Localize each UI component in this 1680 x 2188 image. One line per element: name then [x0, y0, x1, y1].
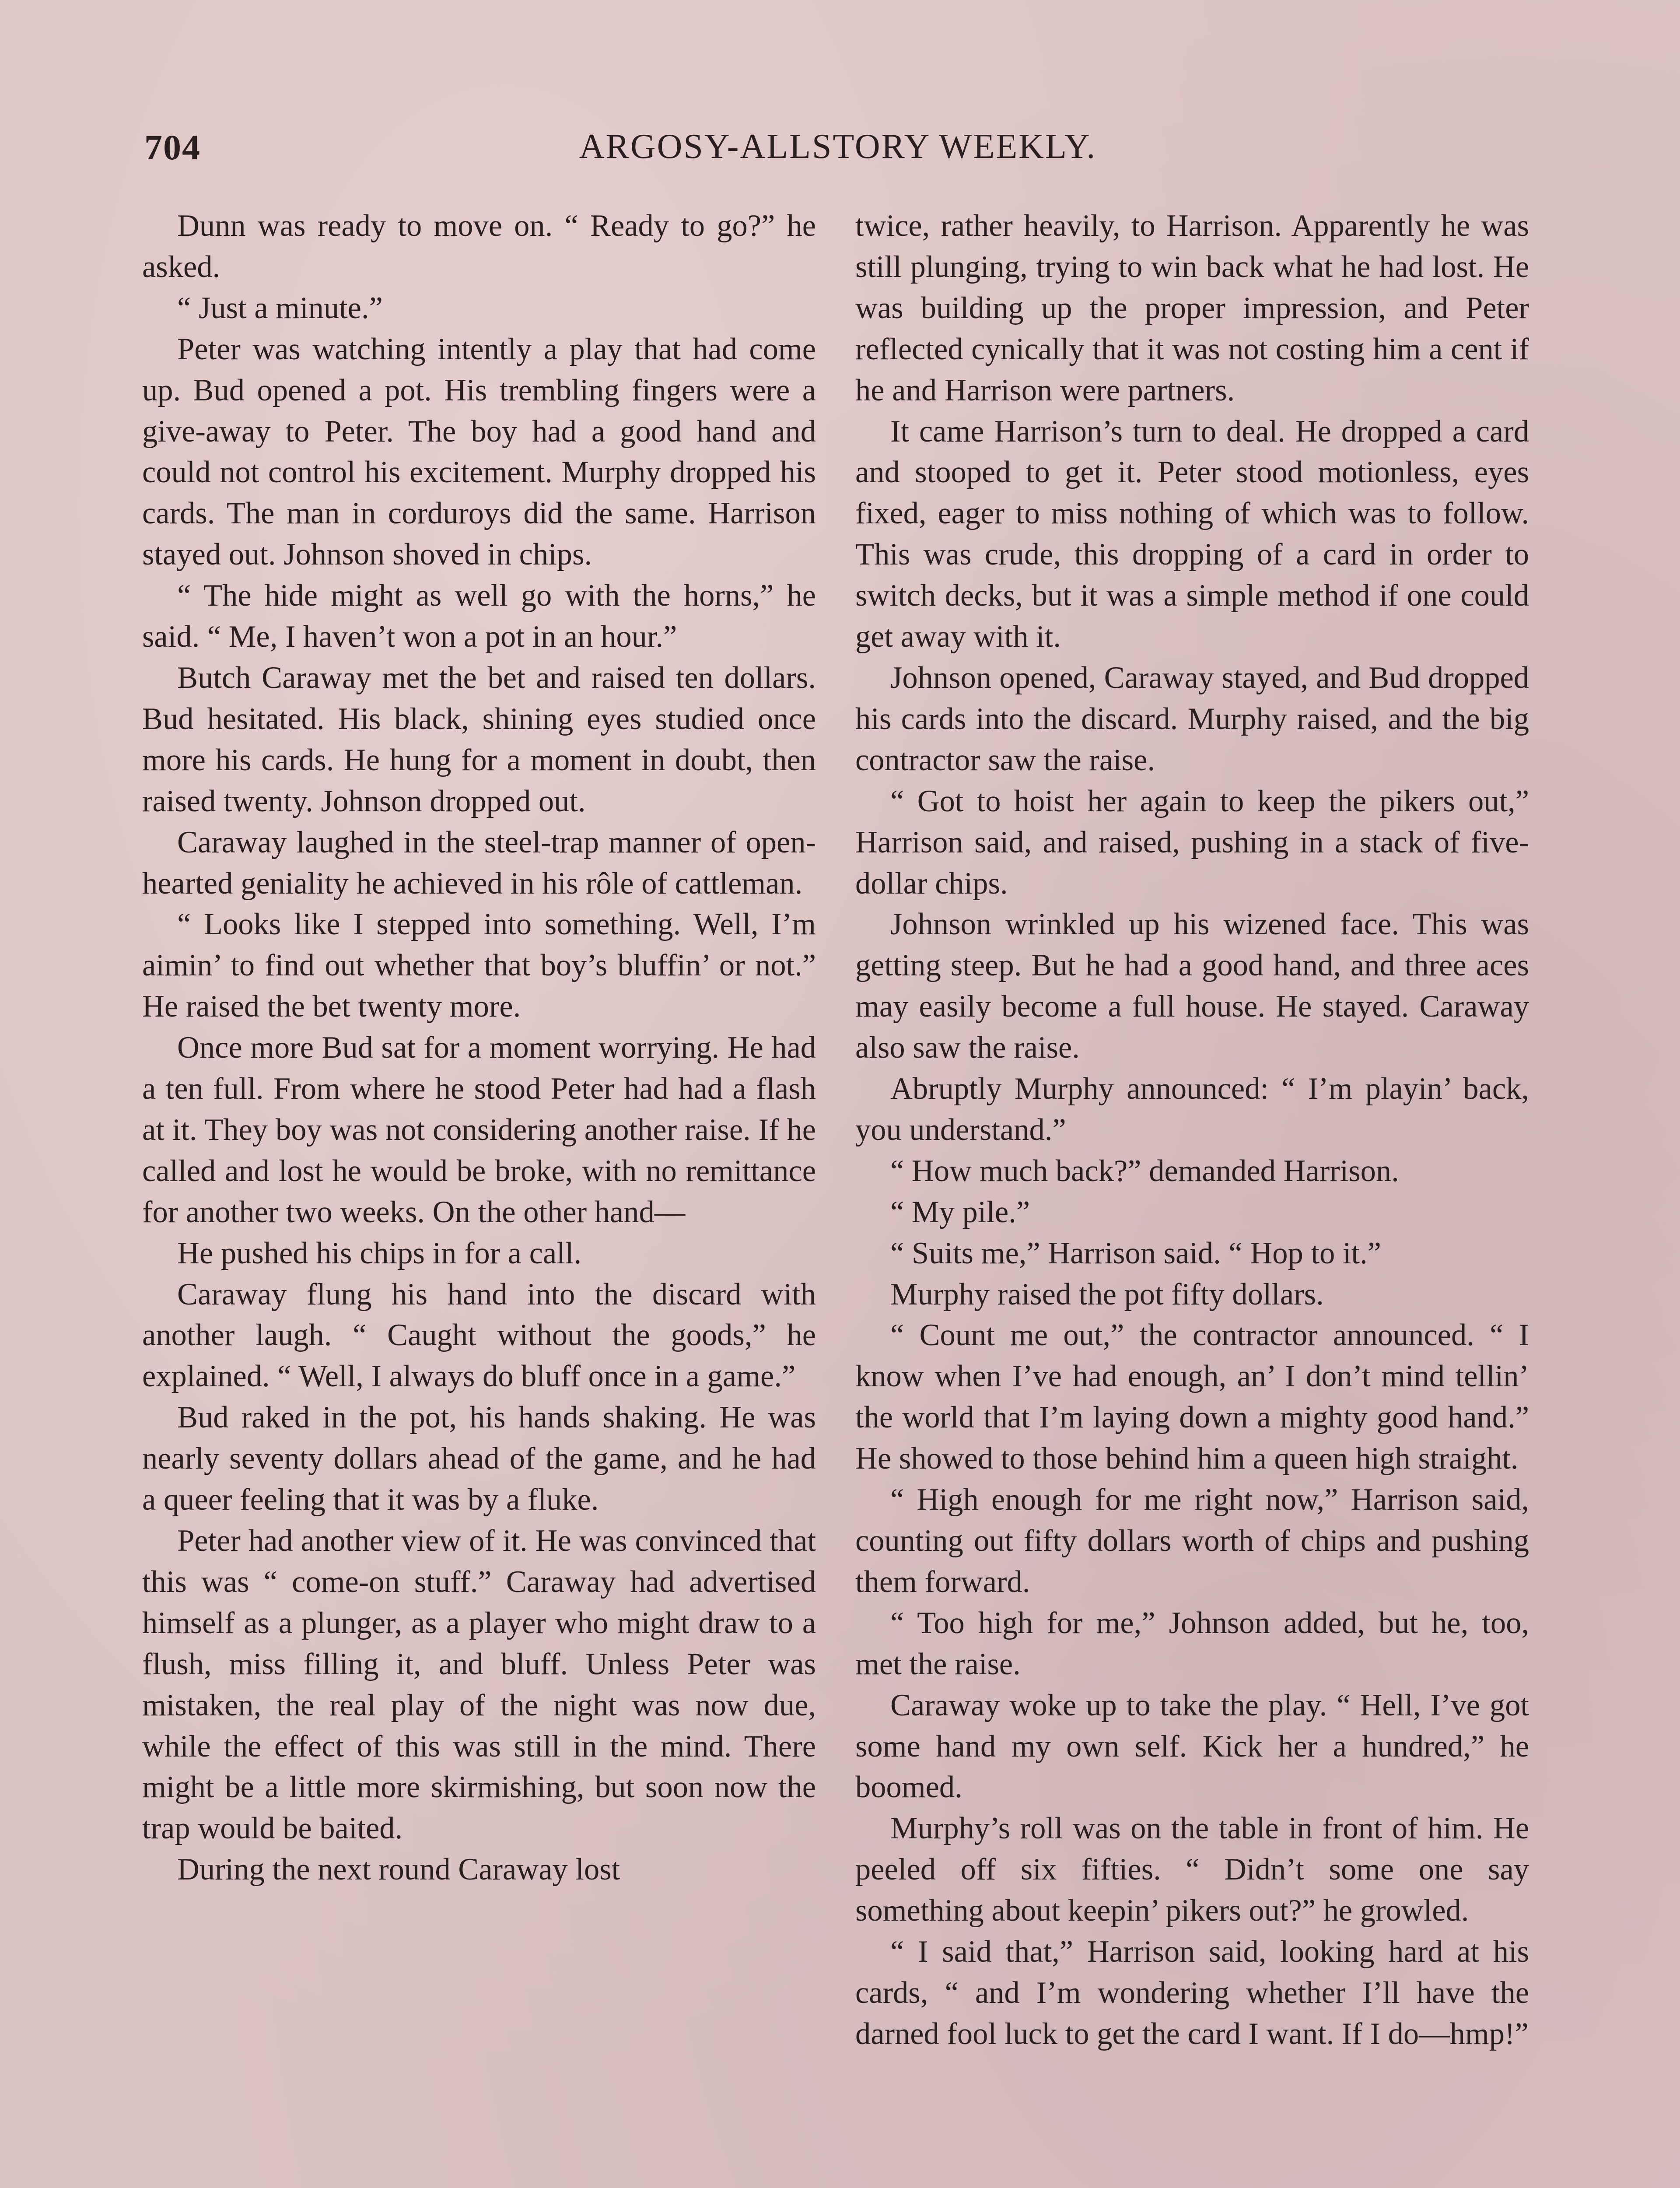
paragraph: “ Looks like I stepped into something. Well, I’m aimin’ to find out whether that boy’s bluffin’ or not.” He raised the bet twenty more.	[142, 907, 816, 1024]
paragraph: “ My pile.”	[890, 1195, 1030, 1229]
text-column-left	[142, 206, 816, 1890]
paragraph: “ Too high for me,” Johnson added, but he, too, met the raise.	[855, 1606, 1529, 1681]
paragraph: “ The hide might as well go with the horns,” he said. “ Me, I haven’t won a pot in an hour.”	[142, 579, 816, 654]
running-header	[144, 127, 1531, 179]
paragraph: It came Harrison’s turn to deal. He dropped a card and stooped to get it. Peter stood motionless, eyes fixed, eager to miss nothing of which was to follow. This was crude, this dropping of a card in order to switch decks, but it was a simple method if one could get away with it.	[855, 414, 1529, 654]
paragraph: Murphy’s roll was on the table in front of him. He peeled off six fifties. “ Didn’t some one say something about keepin’ pikers out?” he growled.	[855, 1811, 1529, 1928]
paragraph: “ I said that,” Harrison said, looking hard at his cards, “ and I’m wondering whether I’ll have the darned fool luck to get the card I want. If I do—hmp!”	[855, 1935, 1529, 2051]
paragraph: Murphy raised the pot fifty dollars.	[890, 1277, 1324, 1311]
paragraph: Butch Caraway met the bet and raised ten dollars. Bud hesitated. His black, shining eyes studied once more his cards. He hung for a moment in doubt, then raised twenty. Johnson dropped out.	[142, 660, 816, 818]
paragraph: Once more Bud sat for a moment worrying. He had a ten full. From where he stood Peter had had a flash at it. They boy was not considering another raise. If he called and lost he would be broke, with no remittance for another two weeks. On the other hand—	[142, 1031, 816, 1229]
paragraph: “ Count me out,” the contractor announced. “ I know when I’ve had enough, an’ I don’t mind tellin’ the world that I’m laying down a mighty good hand.” He showed to those behind him a queen high straight.	[855, 1318, 1529, 1476]
paragraph: He pushed his chips in for a call.	[177, 1236, 582, 1270]
paragraph: Peter was watching intently a play that had come up. Bud opened a pot. His trembling fingers were a give-away to Peter. The boy had a good hand and could not control his excitement. Murphy dropped his cards. The man in corduroys did the same. Harrison stayed out. Johnson shoved in chips.	[142, 332, 816, 572]
paragraph: Peter had another view of it. He was convinced that this was “ come-on stuff.” Caraway had advertised himself as a plunger, as a player who might draw to a flush, miss filling it, and bluff. Unless Peter was mistaken, the real play of the night was now due, while the effect of this was still in the mind. There might be a little more skirmishing, but soon now the trap would be baited.	[142, 1524, 816, 1846]
paragraph: Johnson wrinkled up his wizened face. This was getting steep. But he had a good hand, and three aces may easily become a full house. He stayed. Caraway also saw the raise.	[855, 907, 1529, 1065]
paragraph: “ High enough for me right now,” Harrison said, counting out fifty dollars worth of chips and pushing them forward.	[855, 1483, 1529, 1599]
text-column-right	[855, 206, 1529, 2055]
paragraph: Caraway laughed in the steel-trap manner of open-hearted geniality he achieved in his rôle of cattleman.	[142, 825, 816, 901]
paragraph: During the next round Caraway lost	[177, 1852, 620, 1887]
paragraph: Johnson opened, Caraway stayed, and Bud dropped his cards into the discard. Murphy raised, and the big contractor saw the raise.	[855, 660, 1529, 777]
paragraph: Dunn was ready to move on. “ Ready to go?” he asked.	[142, 209, 816, 284]
page-number: 704	[144, 127, 201, 167]
paragraph: Caraway flung his hand into the discard with another laugh. “ Caught without the goods,” he explained. “ Well, I always do bluff once in a game.”	[142, 1277, 816, 1394]
paragraph: “ Just a minute.”	[177, 291, 383, 325]
paragraph: “ Got to hoist her again to keep the pikers out,” Harrison said, and raised, pushing in a stack of five-dollar chips.	[855, 784, 1529, 901]
paragraph: “ Suits me,” Harrison said. “ Hop to it.”	[890, 1236, 1381, 1270]
paragraph: “ How much back?” demanded Harrison.	[890, 1154, 1399, 1188]
paragraph: Caraway woke up to take the play. “ Hell, I’ve got some hand my own self. Kick her a hundred,” he boomed.	[855, 1688, 1529, 1805]
paragraph: Bud raked in the pot, his hands shaking. He was nearly seventy dollars ahead of the game, and he had a queer feeling that it was by a fluke.	[142, 1400, 816, 1517]
paragraph: Abruptly Murphy announced: “ I’m playin’ back, you understand.”	[855, 1072, 1529, 1147]
magazine-title: ARGOSY-ALLSTORY WEEKLY.	[579, 127, 1097, 166]
paragraph: twice, rather heavily, to Harrison. Apparently he was still plunging, trying to win back what he had lost. He was building up the proper impression, and Peter reflected cynically that it was not costing him a cent if he and Harrison were partners.	[855, 209, 1529, 407]
